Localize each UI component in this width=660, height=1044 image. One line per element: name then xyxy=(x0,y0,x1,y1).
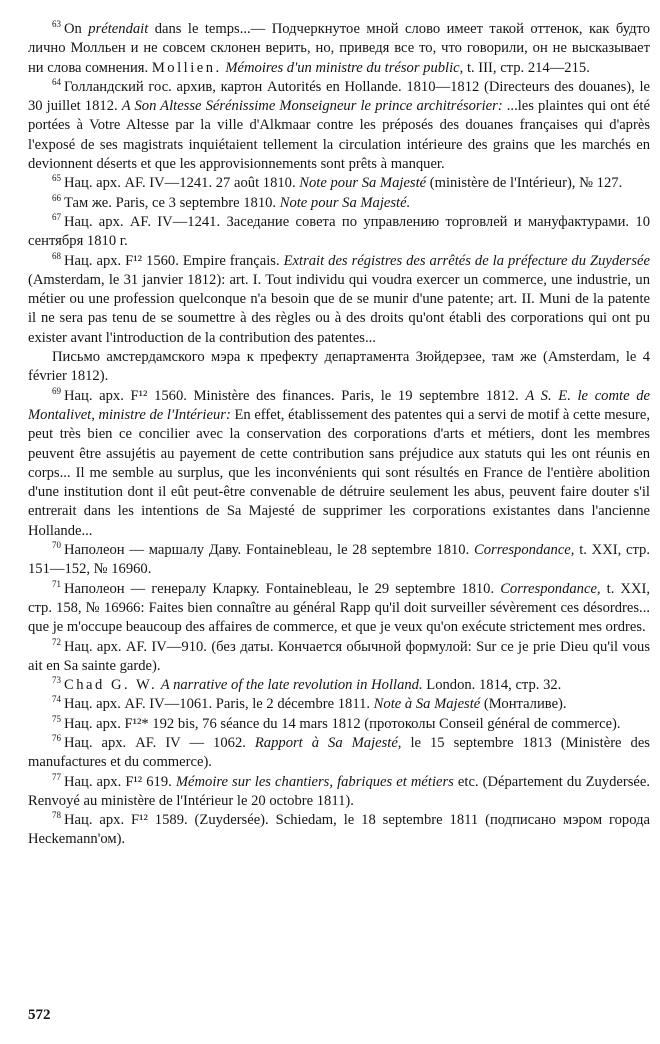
footnote-text: Нац. арх. AF. IV — 1062. xyxy=(64,734,255,751)
footnote-71 xyxy=(28,580,650,638)
footnote-italic-text: Note pour Sa Majesté xyxy=(299,175,427,192)
footnote-number: 75 xyxy=(52,713,61,724)
footnote-66 xyxy=(28,194,650,213)
footnote-text: Нац. арх. AF. IV—1061. Paris, le 2 décembre 1811. xyxy=(64,696,374,713)
footnote-number: 71 xyxy=(52,578,61,589)
footnote-italic-text: Rapport à Sa Majesté, xyxy=(254,734,402,751)
footnote-italic-text: Note à Sa Majesté xyxy=(373,696,481,713)
footnote-text: Голландский гос. архив, картон Autorités en Hollande. 1810—1812 (Directeurs des douanes), le 30 juillet 1812. xyxy=(28,78,650,115)
footnote-number: 69 xyxy=(52,385,61,396)
footnote-text: Нац. арх. F¹² 1560. Ministère des finances. Paris, le 19 septembre 1812. xyxy=(64,387,526,404)
footnote-text: On xyxy=(64,21,89,37)
footnote-69 xyxy=(28,387,650,541)
footnote-italic-text: Mémoires d'un ministre du trésor public, xyxy=(225,59,464,76)
footnote-65 xyxy=(28,174,650,193)
footnote-author: Mollien. xyxy=(151,59,222,76)
footnote-76 xyxy=(28,734,650,773)
footnote-italic-text: A Son Altesse Sérénissime Monseigneur le prince architrésorier: xyxy=(121,98,503,115)
footnote-number: 66 xyxy=(52,192,61,203)
footnote-text: le 15 septembre 1813 (Ministère des manufactures et du commerce). xyxy=(28,734,650,771)
footnote-78 xyxy=(28,811,650,850)
footnote-italic-text: Correspondance, xyxy=(500,580,601,597)
footnote-text: t. III, стр. 214—215. xyxy=(463,59,590,76)
footnote-72 xyxy=(28,638,650,677)
footnote-number: 68 xyxy=(52,250,61,261)
footnote-number: 74 xyxy=(52,694,61,705)
footnote-63 xyxy=(28,20,650,78)
footnote-italic-text: Mémoire sur les chantiers, fabriques et métiers xyxy=(175,773,454,790)
footnote-text: Нац. арх. AF. IV—1241. Заседание совета по управлению торговлей и мануфактурами. 10 сентября 1810 г. xyxy=(28,213,650,250)
footnote-number: 63 xyxy=(52,19,61,29)
footnote-text: Там же. Paris, ce 3 septembre 1810. xyxy=(64,194,280,211)
footnote-text: London. 1814, стр. 32. xyxy=(422,677,562,694)
footnote-number: 65 xyxy=(52,173,61,184)
footnote-italic-text: A S. E. le comte de Montalivet, ministre de l'Intérieur: xyxy=(28,387,650,423)
footnote-number: 77 xyxy=(52,771,61,782)
footnote-text: ...les plaintes qui ont été portées à Votre Altesse par la ville d'Alkmaar contre les préposés des douanes françaises qui d'après l'exposé de ses magistrats inquiétaient tellement la circulation intérieure des grains que les marchés en devionnent déserts et que les approvisionnements sont prêts à manquer. xyxy=(28,98,650,173)
footnote-text: Нац. арх. F¹² 1589. (Zuydersée). Schiedam, le 18 septembre 1811 (подписано мэром города Heckemann'ом). xyxy=(28,812,650,848)
footnotes-list xyxy=(28,20,650,850)
footnote-73 xyxy=(28,676,650,695)
footnote-text: Нац. арх. F¹² 1560. Empire français. xyxy=(64,252,284,269)
footnote-number: 76 xyxy=(52,732,61,743)
footnote-italic-text: A narrative of the late revolution in Holland. xyxy=(160,677,423,694)
footnote-number: 70 xyxy=(52,540,61,551)
footnote-text: Наполеон — маршалу Даву. Fontainebleau, le 28 septembre 1810. xyxy=(64,542,475,559)
footnote-75 xyxy=(28,715,650,734)
footnote-number: 73 xyxy=(52,675,61,686)
footnote-text: t. XXI, стр. 151—152, № 16960. xyxy=(28,542,650,578)
footnote-number: 64 xyxy=(52,76,61,87)
footnote-77 xyxy=(28,773,650,812)
footnote-text: Нац. арх. F¹²* 192 bis, 76 séance du 14 mars 1812 (протоколы Conseil général de commerce). xyxy=(64,715,621,732)
footnote-68-continuation: Письмо амстердамского мэра к префекту департамента Зюйдерзее, там же (Amsterdam, le 4 février 1812). xyxy=(28,349,650,385)
page-number: 572 xyxy=(28,1007,51,1023)
footnote-text: Нац. арх. F¹² 619. xyxy=(64,773,176,790)
footnote-67 xyxy=(28,213,650,252)
footnote-author: Chad G. W. xyxy=(64,677,158,694)
footnote-text: etc. (Département du Zuydersée. Renvoyé au ministère de l'Intérieur le 20 octobre 1811). xyxy=(28,773,650,809)
footnote-number: 72 xyxy=(52,636,61,647)
footnote-italic-text: prétendait xyxy=(88,21,149,37)
footnote-number: 67 xyxy=(52,211,61,222)
footnote-64 xyxy=(28,78,650,174)
footnote-text: (Монталиве). xyxy=(480,696,567,713)
footnote-italic-text: Note pour Sa Majesté. xyxy=(279,194,411,211)
footnote-text: dans le temps...— Подчеркнутое мной слово имеет такой оттенок, как будто лично Молльен и не совсем склонен верить, но, приведя все то, что говорили, он не высказывает ни слова сомнения. xyxy=(28,21,650,76)
footnote-italic-text: Extrait des régistres des arrêtés de la préfecture du Zuydersée xyxy=(283,252,650,269)
footnote-text: Нац. арх. AF. IV—1241. 27 août 1810. xyxy=(64,175,300,192)
footnote-text: t. XXI, стр. 158, № 16966: Faites bien connaître au général Rapp qu'il doit surveiller sévèrement ces désordres... que je m'occupe beaucoup des affaires de commerce, et que je veux qu'on exécute strictement mes ordres. xyxy=(28,580,650,636)
footnote-68 xyxy=(28,252,650,348)
footnote-70 xyxy=(28,541,650,580)
footnote-italic-text: Correspondance, xyxy=(474,542,575,559)
footnote-number: 78 xyxy=(52,810,61,821)
footnote-text: (ministère de l'Intérieur), № 127. xyxy=(426,175,623,192)
footnote-74 xyxy=(28,695,650,714)
footnote-text: En effet, établissement des patentes qui a servi de motif à cette mesure, peut très bien ce concilier avec la conservation des corporations d'arts et métiers, dont les membres peuvent être assujétis au payement de cette contribution sans préjudice aux statuts qui les ont réunis en corps... Il me semble au surplus, que les inconvénients qui sont résultés en France de l'entière abolition d'une institution dont il eût peut-être convenable de détruire seulement les abus, peuvent faire douter s'il entrerait dans les intentions de Sa Majesté de supprimer les corporations existantes dans l'ancienne Hollande... xyxy=(28,406,651,539)
footnote-text: (Amsterdam, le 31 janvier 1812): art. I. Tout individu qui voudra exercer un commerce, une industrie, un métier ou une profession quelconque n'a besoin que de se munir d'une patente; art. II. Muni de la patente il ne sera pas tenu de se soumettre à des règles ou à des droits qu'ont établi des corporations qui ont pu exister avant l'introduction de la contribution des patentes... xyxy=(28,271,650,346)
footnote-text: Нац. арх. AF. IV—910. (без даты. Кончается обычной формулой: Sur ce je prie Dieu qu'il vous ait en Sa sainte garde). xyxy=(28,638,650,674)
footnote-text: Наполеон — генералу Кларку. Fontainebleau, le 29 septembre 1810. xyxy=(64,580,501,597)
